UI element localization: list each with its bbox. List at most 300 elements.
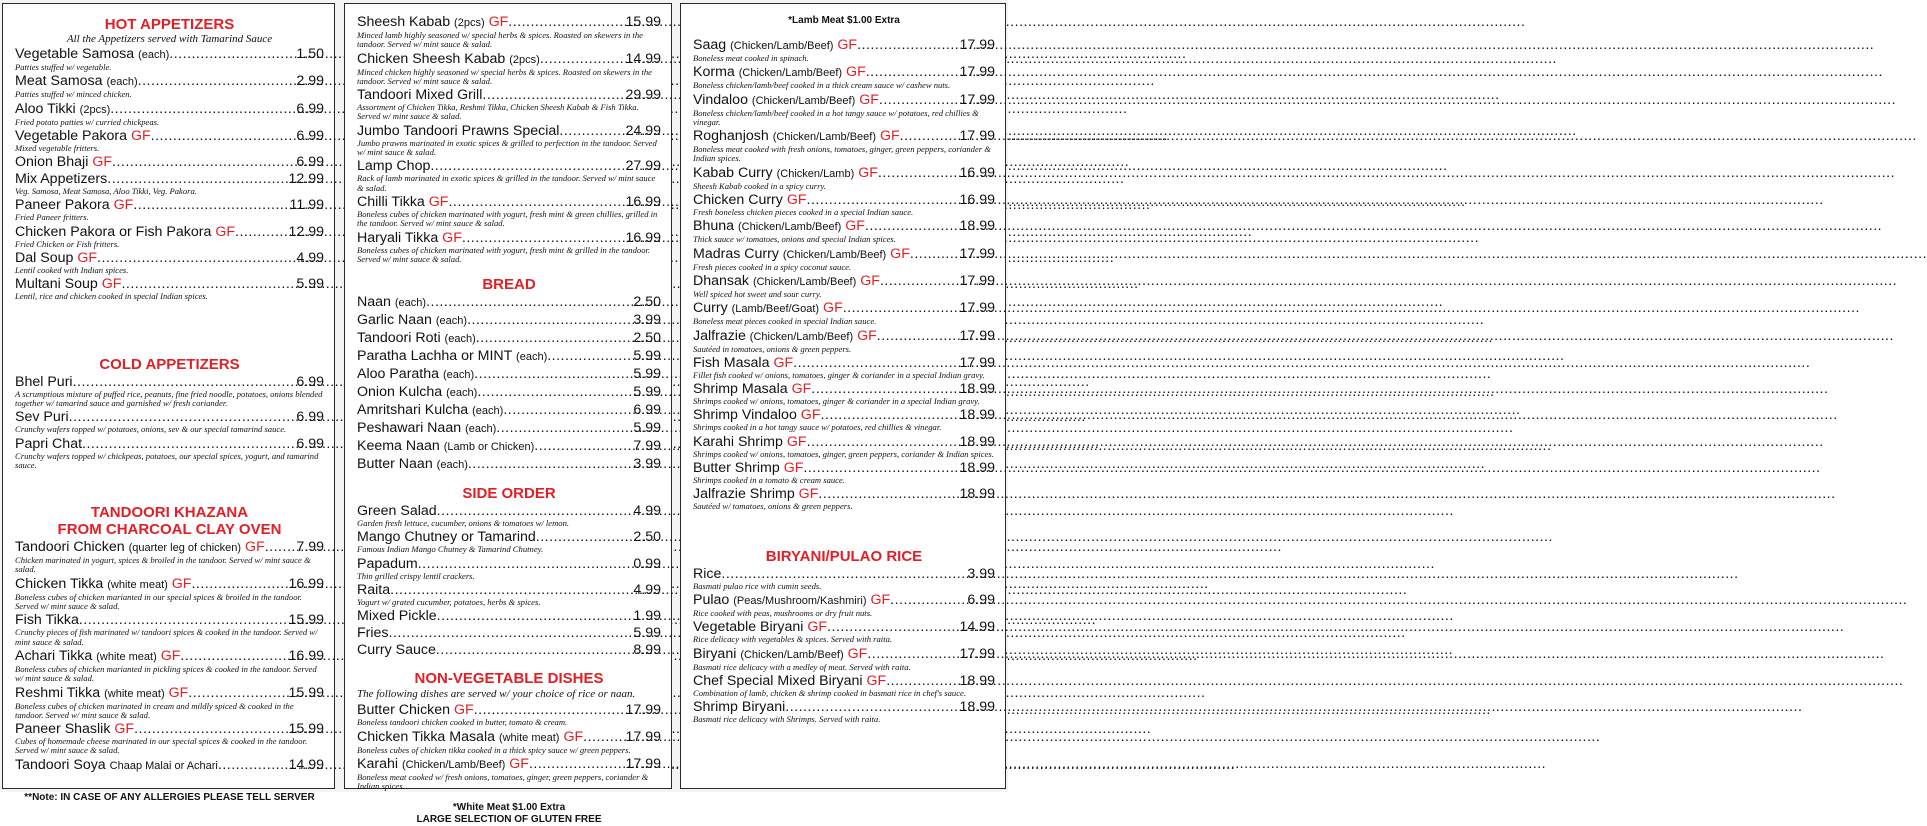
item-name-group (357, 14, 508, 31)
item-price: 1.99 (633, 608, 661, 625)
item-description: Famous Indian Mango Chutney & Tamarind Chutney. (357, 544, 544, 555)
item-name: Chicken Sheesh Kabab (357, 50, 506, 67)
menu-item-row (357, 625, 661, 641)
menu-item (357, 608, 661, 624)
menu-item (15, 612, 324, 647)
menu-item (357, 123, 661, 158)
leader-dots (436, 642, 633, 658)
item-description: Shrimps cooked w/ onions, tomatoes, ginger & coriander in a special Indian gravy. (693, 396, 980, 407)
menu-item-row (693, 37, 995, 54)
item-name: Curry Sauce (357, 642, 436, 659)
leader-dots (97, 250, 295, 266)
item-description: Boneless cubes of chicken tikka cooked in a thick spicy sauce w/ green peppers. (357, 744, 631, 755)
leader-dots (138, 73, 296, 89)
item-name-group (693, 673, 886, 689)
menu-item (357, 348, 661, 365)
leader-dots (180, 648, 287, 664)
item-name: Butter Shrimp (693, 460, 780, 477)
item-qualifier: (Chicken/Lamb/Beef) (401, 758, 506, 771)
menu-item-row (357, 438, 661, 455)
leader-dots (534, 438, 632, 454)
menu-item (693, 328, 995, 354)
menu-item-row (15, 128, 324, 144)
item-name: Garlic Naan (357, 312, 432, 329)
item-price: 17.99 (625, 702, 661, 719)
item-name-group (15, 685, 188, 702)
menu-item (15, 539, 324, 575)
item-price: 6.99 (633, 402, 661, 419)
item-price: 6.99 (296, 127, 324, 144)
menu-item (357, 756, 661, 792)
item-name: Rice (693, 565, 722, 582)
item-description: Fillet fish cooked w/ onions, tomatoes, ginger & coriander in a special Indian gravy. (693, 369, 985, 380)
menu-item-row (15, 224, 324, 240)
gluten-free-badge: GF (783, 460, 804, 477)
menu-item-row (357, 348, 661, 365)
item-description: Minced chicken highly seasoned w/ special herbs & spices. Roasted on skewers in the tandoor. Served w/ mint sauce & salad. (357, 66, 652, 86)
item-name: Karahi Shrimp (693, 433, 783, 450)
item-name-group (357, 366, 474, 383)
menu-item (357, 87, 661, 122)
menu-item (357, 556, 661, 581)
item-qualifier: (each) (394, 297, 427, 310)
item-price: 17.99 (959, 64, 995, 81)
menu-item (15, 721, 324, 756)
menu-item (693, 592, 995, 618)
item-name-group (15, 612, 79, 628)
item-price: 2.50 (633, 330, 661, 347)
menu-item (357, 366, 661, 383)
menu-item (693, 92, 995, 128)
item-description: Veg. Samosa, Meat Samosa, Aloo Tikki, Veg. Pakora. (15, 186, 197, 197)
item-name-group (693, 592, 890, 609)
item-price: 15.99 (625, 14, 661, 30)
item-price: 18.99 (959, 218, 995, 235)
leader-dots (437, 503, 633, 519)
menu-item (357, 330, 661, 347)
menu-item-row (357, 123, 661, 139)
leader-dots (418, 556, 633, 572)
item-name: Raita (357, 582, 391, 599)
gluten-free-badge: GF (847, 645, 868, 662)
leader-dots (188, 685, 287, 701)
menu-item-row (15, 73, 324, 90)
leader-dots (235, 224, 287, 240)
section-title: BREAD (482, 276, 536, 294)
item-description: Lentil, rice and chicken cooked in special Indian spices. (15, 291, 208, 302)
item-qualifier: (Lamb/Beef/Goat) (731, 303, 820, 316)
item-description: Basmati rice delicacy with a medley of meat. Served with raita. (693, 661, 911, 672)
item-name: Tandoori Mixed Grill (357, 87, 483, 104)
menu-item (693, 37, 995, 63)
item-price: 5.99 (633, 366, 661, 383)
gluten-free-badge: GF (823, 300, 843, 317)
item-name: Keema Naan (357, 438, 440, 455)
item-name: Bhuna (693, 218, 735, 235)
item-description: Garden fresh lettuce, cucumber, onions & tomatoes w/ lemon. (357, 518, 570, 529)
item-description: Mixed vegetable fritters. (15, 142, 100, 153)
item-description: Boneless chicken/lamb/beef cooked in a hot tangy sauce w/ potatoes, red chillies & vinegar. (693, 107, 979, 127)
menu-item (357, 384, 661, 401)
item-qualifier: (each) (436, 459, 468, 472)
item-price: 14.99 (625, 50, 661, 67)
item-name-group (357, 312, 467, 329)
item-name-group (357, 625, 389, 641)
item-price: 6.99 (296, 373, 324, 390)
menu-note: LARGE SELECTION OF GLUTEN FREE (416, 813, 602, 825)
item-qualifier: (2pcs) (509, 53, 540, 66)
menu-item (693, 300, 995, 326)
gluten-free-badge: GF (857, 327, 877, 344)
item-name-group (357, 384, 477, 401)
leader-dots (169, 46, 295, 62)
menu-item-row (357, 456, 661, 473)
item-description: Patties stuffed w/ vegetable. (15, 62, 112, 72)
item-description: Fried potato patties w/ curried chickpeas. (15, 116, 160, 127)
menu-item-row (15, 648, 324, 665)
item-qualifier: (each) (444, 333, 476, 346)
item-qualifier: (2pcs) (79, 103, 111, 116)
item-name-group (357, 348, 547, 365)
menu-item (693, 646, 995, 672)
item-name: Onion Kulcha (357, 384, 443, 401)
leader-dots (540, 51, 625, 67)
leader-dots (437, 608, 633, 624)
leader-dots (82, 436, 295, 452)
item-name: Aloo Tikki (15, 100, 76, 117)
menu-item-row (15, 197, 324, 213)
menu-note: *Lamb Meat $1.00 Extra (788, 15, 900, 26)
menu-item-row (693, 192, 995, 208)
menu-item (357, 420, 661, 437)
item-price: 18.99 (959, 433, 995, 450)
leader-dots (474, 366, 632, 382)
item-name-group (357, 158, 430, 174)
item-name: Vegetable Biryani (693, 619, 804, 636)
gluten-free-badge: GF (879, 128, 900, 145)
menu-item-row (357, 87, 661, 103)
item-name-group (15, 250, 97, 266)
section-title: SIDE ORDER (462, 485, 556, 503)
item-qualifier: (Chicken/Lamb/Beef) (782, 248, 887, 261)
item-qualifier: (Chicken/Lamb/Beef) (772, 131, 877, 144)
item-name: Mix Appetizers (15, 171, 108, 188)
gluten-free-badge: GF (428, 193, 449, 210)
item-qualifier: (each) (516, 351, 548, 364)
item-qualifier: (white meat) (107, 578, 168, 591)
leader-dots (503, 402, 632, 418)
gluten-free-badge: GF (773, 354, 794, 371)
menu-item-row (693, 273, 995, 290)
item-price: 17.99 (625, 728, 661, 745)
item-name: Bhel Puri (15, 373, 73, 390)
item-price: 17.99 (959, 327, 995, 344)
leader-dots (547, 348, 632, 364)
leader-dots (865, 218, 959, 234)
gluten-free-badge: GF (837, 37, 858, 53)
item-description: Boneless meat cooked in spinach. (693, 53, 809, 63)
leader-dots (107, 171, 287, 187)
leader-dots (785, 699, 958, 715)
menu-item (693, 407, 995, 432)
item-name: Sheesh Kabab (357, 14, 451, 30)
menu-item (357, 14, 661, 50)
item-name-group (15, 171, 107, 187)
item-price: 11.99 (289, 197, 324, 214)
item-price: 16.99 (288, 575, 324, 592)
item-price: 18.99 (959, 699, 995, 716)
item-description: Yogurt w/ grated cucumber, potatoes, herbs & spices. (357, 597, 541, 608)
item-name-group (357, 438, 534, 455)
leader-dots (559, 123, 624, 139)
item-name-group (15, 409, 69, 425)
gluten-free-badge: GF (113, 197, 134, 214)
item-name-group (357, 729, 583, 746)
item-name: Pulao (693, 591, 730, 608)
item-price: 1.50 (296, 46, 324, 62)
item-description: Boneless meat cooked with fresh onions, tomatoes, ginger, green peppers, coriander & Indian spices. (693, 144, 991, 164)
item-name-group (357, 756, 529, 773)
item-name-group (15, 436, 82, 452)
menu-item-row (15, 409, 324, 425)
menu-item-row (357, 294, 661, 311)
item-name: Naan (357, 294, 391, 311)
section-title: TANDOORI KHAZANA (90, 504, 249, 522)
item-description: Sheesh Kabab cooked in a spicy curry. (693, 180, 826, 191)
menu-item-row (357, 642, 661, 658)
item-name: Jalfrazie (693, 327, 746, 344)
gluten-free-badge: GF (786, 433, 807, 450)
item-name: Achari Tikka (15, 647, 93, 664)
menu-item-row (15, 154, 324, 170)
leader-dots (867, 646, 958, 662)
leader-dots (430, 158, 624, 174)
item-name-group (357, 503, 437, 519)
item-price: 17.99 (959, 300, 995, 317)
item-price: 5.99 (296, 276, 324, 293)
item-qualifier: (each) (446, 387, 478, 400)
gluten-free-badge: GF (786, 192, 807, 209)
leader-dots (878, 165, 959, 181)
item-name: Jumbo Tandoori Prawns Special (357, 122, 560, 139)
gluten-free-badge: GF (215, 223, 236, 240)
menu-item (693, 64, 995, 90)
menu-item-row (15, 276, 324, 292)
leader-dots (879, 92, 959, 108)
item-price: 18.99 (959, 460, 995, 477)
menu-item-row (357, 420, 661, 437)
item-description: Sautéed w/ tomatoes, onions & green peppers. (693, 501, 853, 512)
item-price: 2.99 (296, 73, 324, 90)
item-name: Tandoori Chicken (15, 539, 125, 556)
leader-dots (843, 300, 959, 316)
item-name: Dhansak (693, 272, 749, 289)
menu-item-row (693, 619, 995, 635)
item-name: Lamp Chop (357, 158, 431, 175)
item-description: Basmati pulao rice with cumin seeds. (693, 580, 822, 591)
leader-dots (265, 539, 296, 555)
menu-item (357, 642, 661, 658)
item-name: Fish Masala (693, 354, 770, 371)
leader-dots (880, 273, 959, 289)
item-description: Crunchy wafers topped w/ potatoes, onions, sev & our special tamarind sauce. (15, 424, 287, 435)
gluten-free-badge: GF (800, 407, 821, 424)
menu-column-3 (680, 3, 1006, 789)
item-description: Chicken marinated in yogurt, spices & broiled in the tandoor. Served w/ mint sauce & salad. (15, 555, 311, 575)
item-description: Boneless meat cooked w/ fresh onions, tomatoes, ginger, green peppers, coriander & Indian spices. (357, 771, 649, 792)
menu-item (15, 436, 324, 471)
item-name-group (693, 300, 843, 317)
item-price: 16.99 (625, 193, 661, 210)
menu-item-row (357, 503, 661, 519)
item-name: Shrimp Biryani (693, 699, 786, 716)
menu-item (15, 197, 324, 222)
menu-item-row (357, 702, 661, 718)
section-title: COLD APPETIZERS (99, 355, 240, 373)
item-name: Green Salad (357, 503, 437, 520)
leader-dots (218, 757, 288, 773)
gluten-free-badge: GF (860, 272, 880, 289)
item-qualifier: (each) (472, 405, 504, 418)
item-name-group (693, 486, 818, 502)
item-name: Sev Puri (15, 409, 69, 426)
item-name: Jalfrazie Shrimp (693, 486, 795, 503)
item-price: 5.99 (633, 348, 661, 365)
item-name-group (15, 721, 134, 737)
leader-dots (426, 294, 632, 310)
item-name: Vegetable Pakora (15, 127, 128, 144)
item-description: A scrumptious mixture of puffed rice, peanuts, fine fried noodle, potatoes, onions blended together w/ tamarind sauce and garnished w/ fresh coriander. (15, 388, 323, 408)
item-name-group (15, 276, 121, 292)
item-name-group (693, 646, 867, 663)
menu-item (357, 402, 661, 419)
leader-dots (468, 456, 633, 472)
item-qualifier: (Chicken/Lamb/Beef) (749, 330, 854, 343)
item-name-group (357, 556, 418, 572)
leader-dots (133, 197, 288, 213)
menu-item-row (693, 165, 995, 182)
item-name: Madras Curry (693, 245, 779, 262)
leader-dots (821, 407, 959, 423)
menu-item-row (357, 556, 661, 572)
menu-item-row (357, 608, 661, 624)
item-name-group (693, 37, 857, 54)
menu-item-row (357, 756, 661, 773)
menu-item (693, 673, 995, 698)
menu-item (693, 699, 995, 724)
item-price: 17.99 (959, 645, 995, 662)
menu-item (357, 582, 661, 607)
menu-item-row (693, 128, 995, 145)
item-name-group (693, 566, 721, 582)
item-name-group (693, 328, 877, 345)
menu-item-row (357, 582, 661, 598)
menu-item (357, 438, 661, 455)
menu-item (693, 619, 995, 644)
gluten-free-badge: GF (130, 127, 151, 144)
item-price: 17.99 (959, 91, 995, 108)
menu-item-row (693, 218, 995, 235)
item-name: Chicken Tikka Masala (357, 728, 495, 745)
section-title: HOT APPETIZERS (104, 16, 235, 33)
item-price: 15.99 (288, 684, 324, 701)
item-description: Boneless cubes of chicken marianted in pickling spices & cooked in the tandoor. Served w/ mint sauce & salad. (15, 663, 317, 684)
item-name: Chicken Tikka (15, 575, 104, 592)
menu-item (357, 158, 661, 193)
item-name-group (357, 420, 496, 437)
menu-item-row (693, 486, 995, 502)
item-name-group (15, 154, 112, 170)
item-description: Lentil cooked with Indian spices. (15, 265, 129, 276)
leader-dots (134, 721, 287, 737)
item-description: Fresh boneless chicken pieces cooked in a special Indian sauce. (693, 207, 914, 218)
section-title: BIRYANI/PULAO RICE (765, 547, 923, 565)
leader-dots (857, 37, 958, 53)
leader-dots (467, 312, 632, 328)
item-name-group (693, 355, 793, 371)
menu-item (693, 128, 995, 164)
item-name-group (693, 273, 880, 290)
menu-item-row (357, 158, 661, 174)
item-description: Boneless cubes of chicken marinated with yogurt, fresh mint & grilled in the tandoor. Served w/ mint sauce & salad. (357, 244, 651, 264)
item-qualifier: (each) (106, 76, 138, 89)
menu-item-row (357, 51, 661, 68)
gluten-free-badge: GF (890, 245, 910, 262)
leader-dots (476, 330, 633, 346)
item-description: Boneless chicken/lamb/beef cooked in a thick cream sauce w/ cashew nuts. (693, 80, 951, 91)
menu-item-row (693, 355, 995, 371)
item-name-group (357, 702, 474, 718)
item-name: Onion Bhaji (15, 154, 89, 171)
item-price: 17.99 (959, 128, 995, 145)
item-name: Curry (693, 300, 728, 317)
leader-dots (886, 673, 958, 689)
item-name: Paneer Shaslik (15, 721, 111, 738)
menu-item-row (15, 46, 324, 63)
menu-item-row (357, 366, 661, 383)
item-description: Fried Paneer fritters. (15, 212, 89, 223)
item-description: Boneless cubes of chicken marinated with yogurt, fresh mint & green chillies, grilled in the tandoor. Served w/ mint sauce & salad. (357, 208, 658, 229)
menu-item-row (693, 92, 995, 109)
section-subtitle: All the Appetizers served with Tamarind Sauce (66, 33, 273, 45)
menu-item (357, 729, 661, 755)
gluten-free-badge: GF (92, 154, 113, 171)
menu-item (15, 276, 324, 301)
item-price: 17.99 (959, 37, 995, 53)
item-name-group (15, 46, 169, 63)
leader-dots (890, 592, 966, 608)
item-name-group (15, 197, 133, 213)
gluten-free-badge: GF (791, 381, 812, 398)
menu-item (693, 165, 995, 191)
menu-item (693, 460, 995, 485)
item-price: 18.99 (959, 381, 995, 398)
gluten-free-badge: GF (171, 575, 192, 592)
gluten-free-badge: GF (858, 164, 878, 181)
menu-item (357, 702, 661, 727)
item-name: Peshawari Naan (357, 420, 462, 437)
menu-item (15, 171, 324, 196)
item-price: 3.99 (633, 456, 661, 473)
item-price: 16.99 (959, 164, 995, 181)
item-name: Tandoori Roti (357, 330, 441, 347)
menu-item (357, 503, 661, 528)
item-price: 16.99 (288, 647, 324, 664)
item-name: Papri Chat (15, 435, 83, 452)
item-name-group (693, 381, 811, 397)
item-price: 16.99 (625, 229, 661, 246)
menu-item-row (693, 328, 995, 345)
